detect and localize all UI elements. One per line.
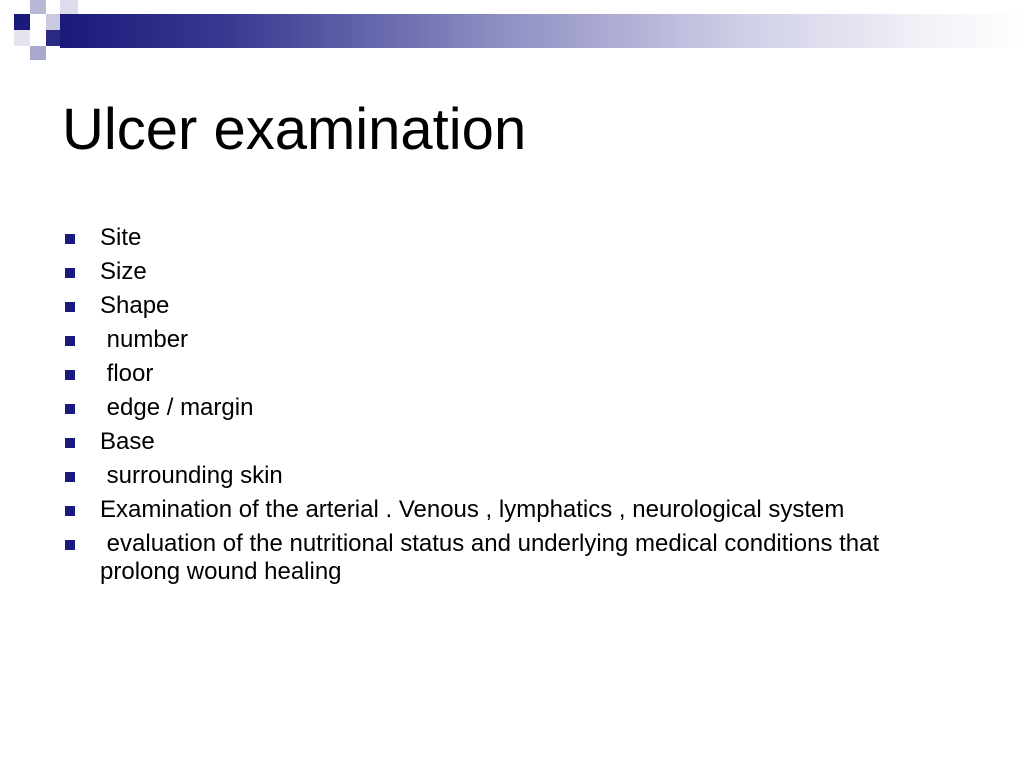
bullet-text: Site: [100, 224, 142, 251]
square-bullet-icon: [65, 506, 75, 516]
bullet-text: floor: [100, 360, 154, 387]
bullet-item: [62, 394, 942, 422]
header-gradient-bar: [60, 14, 1024, 48]
decor-square: [30, 46, 46, 60]
decor-square: [14, 14, 30, 30]
bullet-list: [62, 224, 942, 592]
bullet-text: Base: [100, 428, 155, 455]
square-bullet-icon: [65, 472, 75, 482]
bullet-item: [62, 258, 942, 286]
square-bullet-icon: [65, 438, 75, 448]
bullet-item: [62, 428, 942, 456]
bullet-item: [62, 326, 942, 354]
decor-square: [30, 0, 46, 14]
decor-square: [14, 30, 30, 46]
bullet-text: Size: [100, 258, 147, 285]
bullet-item: [62, 496, 942, 524]
decor-square: [46, 14, 60, 30]
decor-square: [60, 0, 78, 14]
square-bullet-icon: [65, 336, 75, 346]
decor-square: [46, 30, 60, 46]
bullet-item: [62, 360, 942, 388]
slide-title: Ulcer examination: [62, 97, 527, 162]
bullet-item: [62, 530, 942, 586]
bullet-text: surrounding skin: [100, 462, 283, 489]
decor-square: [30, 30, 46, 46]
square-bullet-icon: [65, 370, 75, 380]
bullet-text: Shape: [100, 292, 170, 319]
bullet-item: [62, 462, 942, 490]
bullet-text: number: [100, 326, 189, 353]
square-bullet-icon: [65, 540, 75, 550]
bullet-text: evaluation of the nutritional status and underlying medical conditions that prolong wound healing: [100, 530, 886, 585]
bullet-item: [62, 292, 942, 320]
bullet-text: Examination of the arterial . Venous , lymphatics , neurological system: [100, 496, 845, 523]
square-bullet-icon: [65, 234, 75, 244]
square-bullet-icon: [65, 268, 75, 278]
bullet-text: edge / margin: [100, 394, 254, 421]
square-bullet-icon: [65, 302, 75, 312]
square-bullet-icon: [65, 404, 75, 414]
bullet-item: [62, 224, 942, 252]
